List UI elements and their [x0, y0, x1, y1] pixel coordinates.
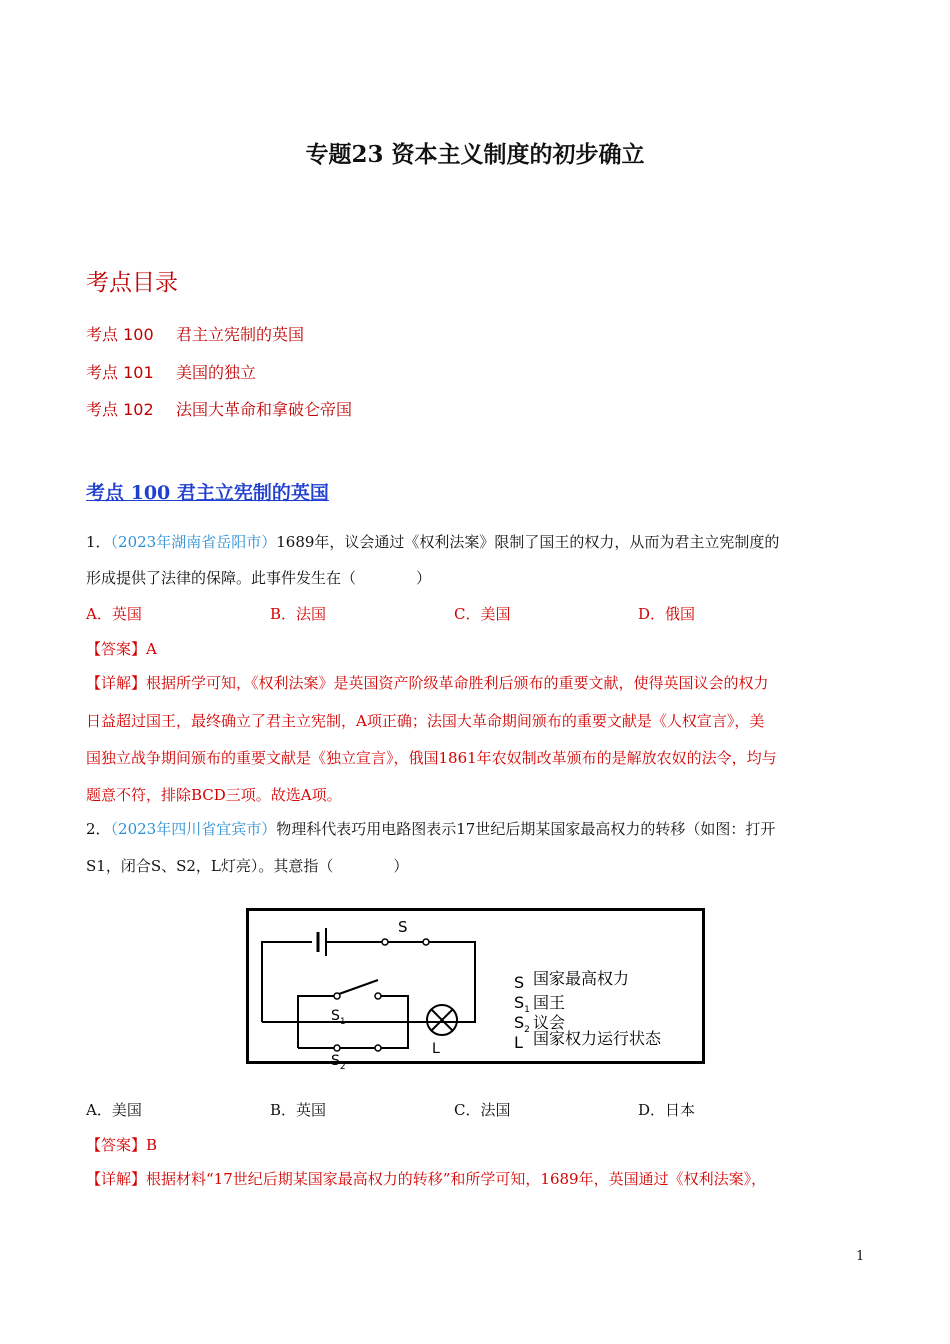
option-a[interactable]: A．英国 [86, 605, 142, 623]
toc-item-number: 考点 100 [86, 325, 154, 344]
circuit-diagram [246, 908, 705, 1072]
toc-item[interactable] [86, 322, 304, 345]
question-source: （2023年湖南省岳阳市） [110, 533, 277, 551]
question-number: 1． [86, 533, 111, 551]
switch-s1-label: $S_1$ [331, 1008, 346, 1027]
option-a[interactable]: A．美国 [86, 1101, 142, 1119]
detail-line: 题意不符，排除BCD三项。故选A项。 [86, 786, 342, 804]
legend-item: $S_1$ 国王 [514, 993, 566, 1015]
toc-item-label: 君主立宪制的英国 [176, 325, 305, 344]
detail-line: 【详解】根据材料“17世纪后期某国家最高权力的转移”和所学可知，1689年，英国通过《权利法案》， [86, 1170, 767, 1188]
toc-item[interactable] [86, 360, 256, 383]
switch-terminal [334, 1045, 340, 1051]
question-source: （2023年四川省宜宾市） [110, 820, 277, 838]
page-title: 专题23 资本主义制度的初步确立 [305, 141, 645, 168]
switch-terminal [375, 1045, 381, 1051]
toc-item-label: 美国的独立 [176, 363, 257, 382]
option-c[interactable]: C．法国 [454, 1101, 511, 1119]
lamp-label: L [432, 1041, 440, 1057]
option-d[interactable]: D．俄国 [638, 605, 696, 623]
question-text: 物理科代表巧用电路图表示17世纪后期某国家最高权力的转移（如图：打开 [276, 820, 776, 838]
toc-heading: 考点目录 [86, 270, 178, 296]
detail-line: 国独立战争期间颁布的重要文献是《独立宣言》，俄国1861年农奴制改革颁布的是解放农奴的法令，均与 [86, 749, 777, 767]
switch-s1-blade-open [339, 980, 378, 994]
switch-terminal [375, 993, 381, 999]
toc-item-number: 考点 102 [86, 400, 154, 419]
toc-item[interactable] [86, 397, 352, 420]
question-text: 1689年，议会通过《权利法案》限制了国王的权力，从而为君主立宪制度的 [276, 533, 780, 551]
option-c[interactable]: C．美国 [454, 605, 511, 623]
answer: 【答案】A [86, 640, 157, 658]
question-number: 2． [86, 820, 111, 838]
switch-terminal [382, 939, 388, 945]
legend-item: $S_2$ 议会 [514, 1013, 566, 1035]
question-1-line-2: 形成提供了法律的保障。此事件发生在（ ） [86, 569, 432, 587]
answer: 【答案】B [86, 1136, 158, 1154]
detail-line: 日益超过国王，最终确立了君主立宪制，A项正确；法国大革命期间颁布的重要文献是《人权宣言》，美 [86, 712, 765, 730]
option-b[interactable]: B．英国 [270, 1101, 327, 1119]
legend [514, 969, 662, 1052]
detail-line: 【详解】根据所学可知，《权利法案》是英国资产阶级革命胜利后颁布的重要文献，使得英国议会的权力 [86, 674, 769, 692]
section-heading[interactable]: 考点 100 君主立宪制的英国 [86, 482, 329, 504]
switch-s-label: S [398, 918, 408, 936]
wire [298, 996, 334, 1022]
option-b[interactable]: B．法国 [270, 605, 327, 623]
question-2-line-1 [86, 818, 775, 839]
legend-item: S 国家最高权力 [514, 969, 630, 992]
option-d[interactable]: D．日本 [638, 1101, 696, 1119]
question-2-line-2: S1，闭合S、S2，L灯亮）。其意指（ ） [86, 857, 409, 875]
switch-s2-label: $S_2$ [331, 1053, 346, 1072]
wire [262, 942, 312, 1022]
wire [262, 942, 475, 1022]
question-1-line-1 [86, 531, 779, 552]
toc-item-number: 考点 101 [86, 363, 154, 382]
legend-item: L 国家权力运行状态 [514, 1029, 662, 1052]
switch-terminal [423, 939, 429, 945]
page-number: 1 [856, 1249, 865, 1264]
toc-item-label: 法国大革命和拿破仑帝国 [176, 400, 353, 419]
